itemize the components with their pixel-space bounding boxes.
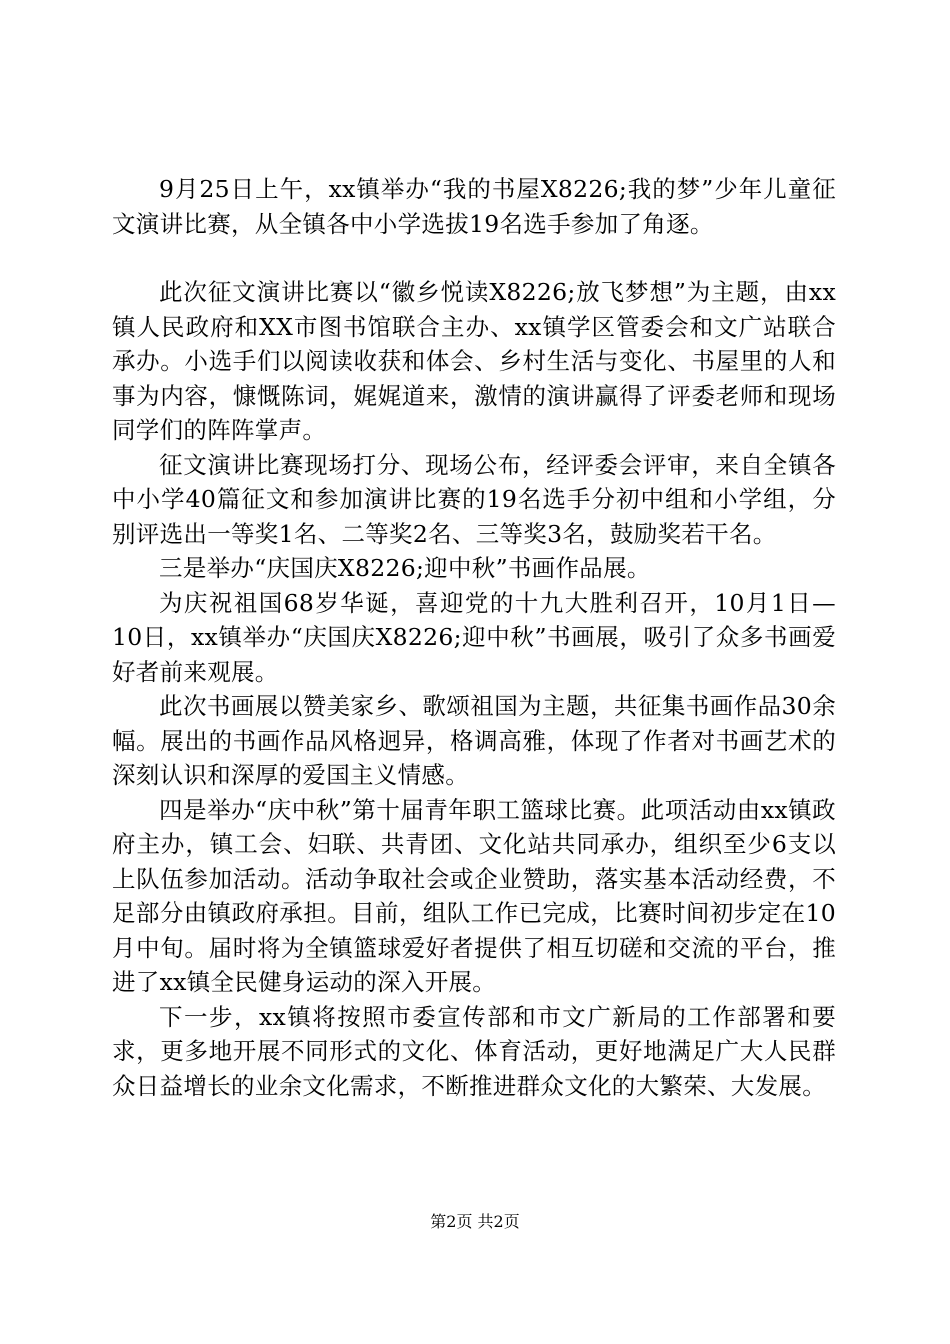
- paragraph-7: 四是举办“庆中秋”第十届青年职工篮球比赛。此项活动由xx镇政府主办，镇工会、妇联、共青团、文化站共同承办，组织至少6支以上队伍参加活动。活动争取社会或企业赞助，落实基本活动经费，不足部分由镇政府承担。目前，组队工作已完成，比赛时间初步定在10月中旬。届时将为全镇篮球爱好者提供了相互切磋和交流的平台，推进了xx镇全民健身运动的深入开展。: [112, 795, 836, 996]
- document-body: [112, 172, 836, 1103]
- paragraph-1: 9月25日上午，xx镇举办“我的书屋X8226;我的梦”少年儿童征文演讲比赛，从全镇各中小学选拔19名选手参加了角逐。: [112, 175, 836, 238]
- paragraph-8: 下一步，xx镇将按照市委宣传部和市文广新局的工作部署和要求，更多地开展不同形式的文化、体育活动，更好地满足广大人民群众日益增长的业余文化需求，不断推进群众文化的大繁荣、大发展。: [112, 1002, 836, 1100]
- paragraph-4: 三是举办“庆国庆X8226;迎中秋”书画作品展。: [159, 554, 651, 582]
- paragraph-5: 为庆祝祖国68岁华诞，喜迎党的十九大胜利召开，10月1日—10日，xx镇举办“庆国庆X8226;迎中秋”书画展，吸引了众多书画爱好者前来观展。: [112, 588, 836, 686]
- paragraph-2: 此次征文演讲比赛以“徽乡悦读X8226;放飞梦想”为主题，由xx镇人民政府和XX市图书馆联合主办、xx镇学区管委会和文广站联合承办。小选手们以阅读收获和体会、乡村生活与变化、书屋里的人和事为内容，慷慨陈词，娓娓道来，激情的演讲赢得了评委老师和现场同学们的阵阵掌声。: [112, 278, 836, 444]
- page-footer: 第2页 共2页: [430, 1212, 520, 1231]
- paragraph-6: 此次书画展以赞美家乡、歌颂祖国为主题，共征集书画作品30余幅。展出的书画作品风格迥异，格调高雅，体现了作者对书画艺术的深刻认识和深厚的爱国主义情感。: [112, 692, 836, 789]
- paragraph-3: 征文演讲比赛现场打分、现场公布，经评委会评审，来自全镇各中小学40篇征文和参加演讲比赛的19名选手分初中组和小学组，分别评选出一等奖1名、二等奖2名、三等奖3名，鼓励奖若干名。: [112, 450, 836, 548]
